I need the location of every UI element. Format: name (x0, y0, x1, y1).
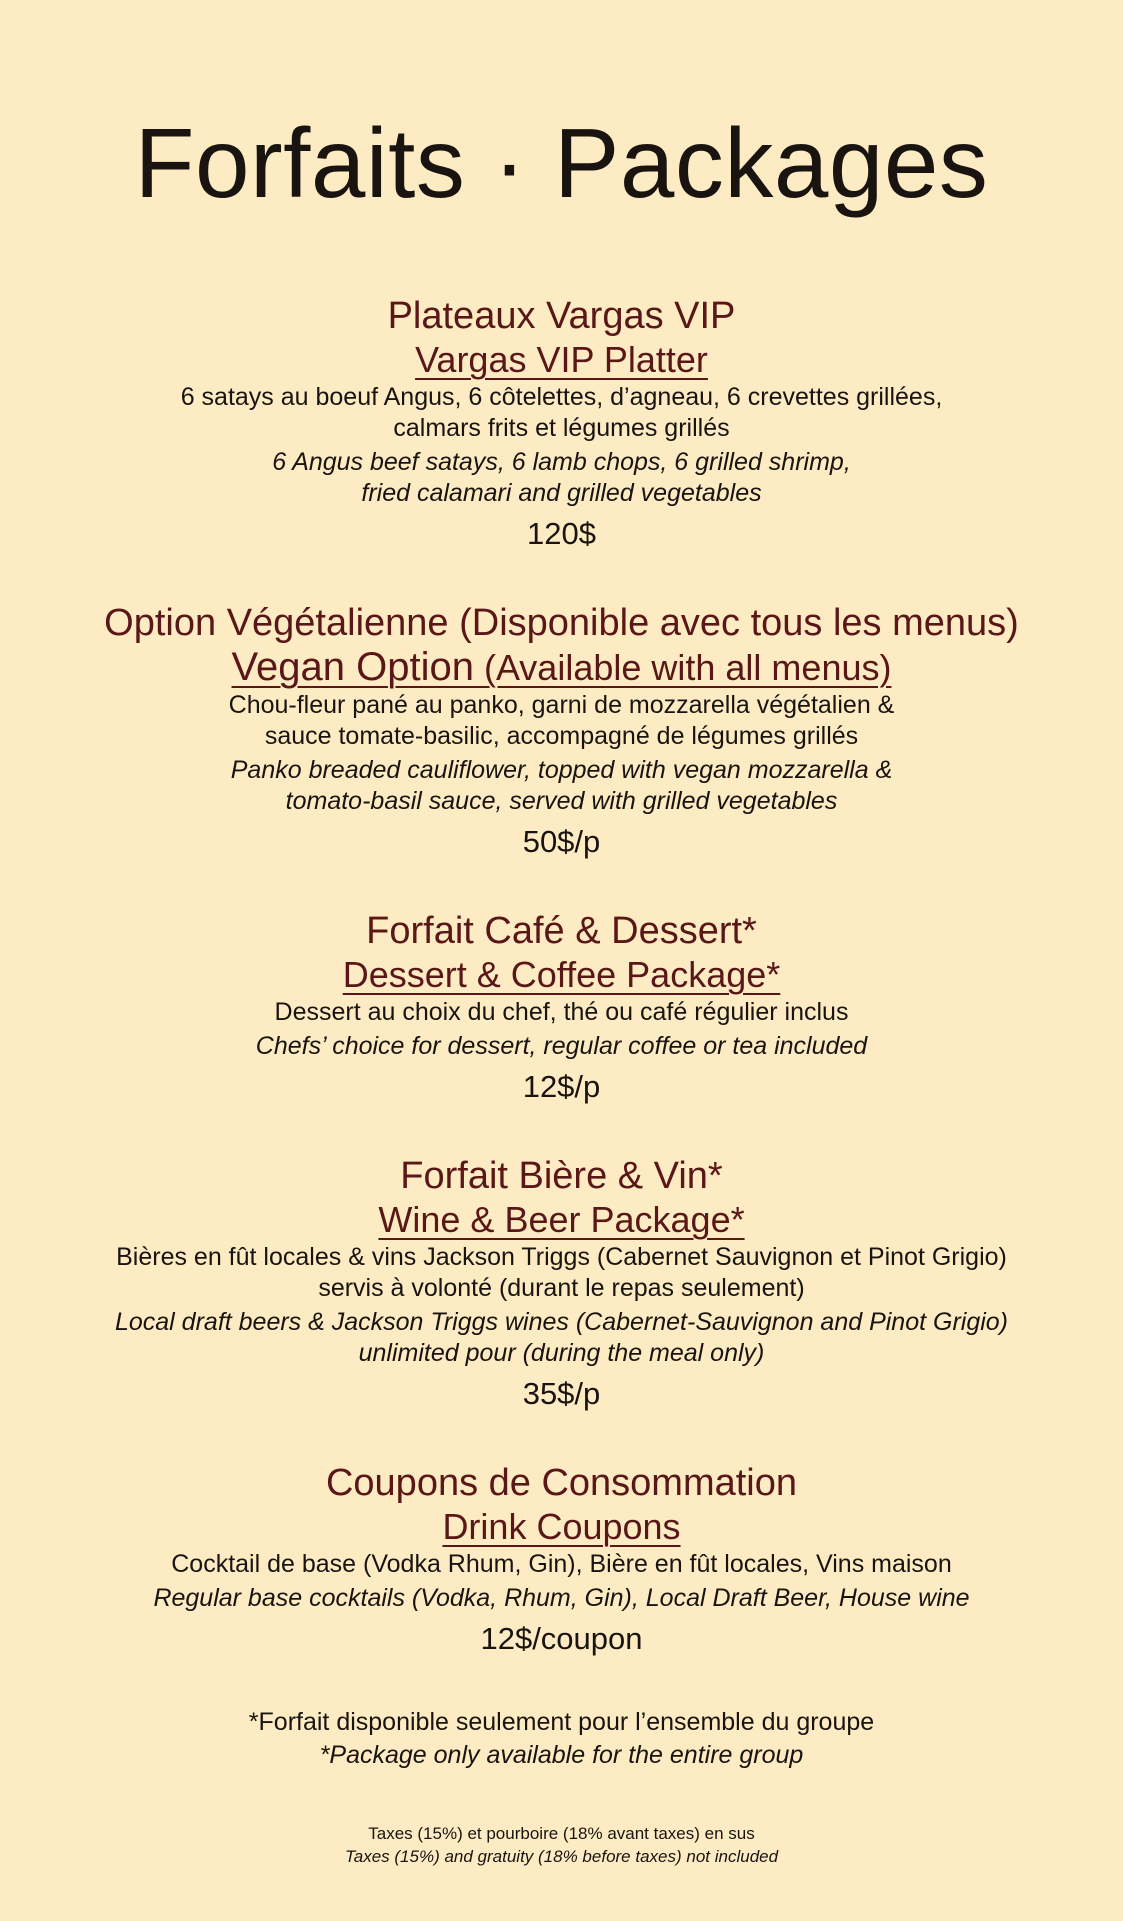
description-line: 6 Angus beef satays, 6 lamb chops, 6 grilled shrimp, (272, 447, 851, 476)
description-line: Dessert au choix du chef, thé ou café régulier inclus (274, 997, 849, 1026)
package-price: 50$/p (522, 823, 601, 859)
package-wine-beer (0, 1154, 1123, 1415)
package-price: 12$/p (522, 1068, 601, 1104)
package-name-fr: Coupons de Consommation (325, 1461, 798, 1504)
package-description-en (0, 1031, 1123, 1062)
group-note-en: *Package only available for the entire group (319, 1740, 804, 1769)
group-note (0, 1706, 1123, 1772)
package-description-fr (0, 997, 1123, 1028)
package-drink-coupons (0, 1461, 1123, 1660)
package-description-en (0, 447, 1123, 509)
package-price: 35$/p (522, 1375, 601, 1411)
description-line: Chefs’ choice for dessert, regular coffee or tea included (255, 1031, 868, 1060)
description-line: Local draft beers & Jackson Triggs wines (Cabernet-Sauvignon and Pinot Grigio) (114, 1307, 1009, 1336)
description-line: Regular base cocktails (Vodka, Rhum, Gin), Local Draft Beer, House wine (153, 1583, 970, 1612)
package-name-en (0, 645, 1123, 690)
package-name-en: Dessert & Coffee Package* (342, 953, 781, 995)
package-name-fr: Forfait Café & Dessert* (366, 909, 757, 952)
package-name-en: Vargas VIP Platter (415, 338, 708, 380)
package-description-en (0, 1583, 1123, 1614)
package-description-en (0, 1307, 1123, 1369)
package-name-fr: Option Végétalienne (Disponible avec tous les menus) (104, 601, 1019, 644)
package-description-fr (0, 1242, 1123, 1304)
description-line: Panko breaded cauliflower, topped with vegan mozzarella & (230, 755, 893, 784)
description-line: Cocktail de base (Vodka Rhum, Gin), Bière en fût locales, Vins maison (171, 1549, 952, 1578)
package-description-fr (0, 690, 1123, 752)
package-description-en (0, 755, 1123, 817)
description-line: Bières en fût locales & vins Jackson Triggs (Cabernet Sauvignon et Pinot Grigio) (116, 1242, 1007, 1271)
package-name-en-main: Vegan Option (231, 644, 474, 689)
package-description-fr (0, 1549, 1123, 1580)
package-name-en: Drink Coupons (442, 1505, 681, 1547)
package-price: 120$ (527, 515, 596, 551)
group-note-fr: *Forfait disponible seulement pour l’ensemble du groupe (248, 1707, 875, 1736)
package-name-fr: Plateaux Vargas VIP (387, 294, 736, 337)
package-name-en: Wine & Beer Package* (378, 1198, 745, 1240)
description-line: unlimited pour (during the meal only) (358, 1338, 765, 1367)
description-line: calmars frits et légumes grillés (393, 413, 730, 442)
package-description-fr (0, 382, 1123, 444)
page-title: Forfaits · Packages (134, 108, 989, 218)
package-vegan-option (0, 601, 1123, 863)
description-line: sauce tomate-basilic, accompagné de légumes grillés (264, 721, 859, 750)
package-vargas-vip-platter (0, 294, 1123, 555)
tax-note-en: Taxes (15%) and gratuity (18% before taxes) not included (344, 1846, 779, 1866)
description-line: Chou-fleur pané au panko, garni de mozzarella végétalien & (228, 690, 895, 719)
description-line: fried calamari and grilled vegetables (361, 478, 762, 507)
package-price: 12$/coupon (480, 1620, 643, 1656)
tax-footer (0, 1822, 1123, 1868)
package-name-en-rest: (Available with all menus) (473, 646, 892, 688)
package-name-fr: Forfait Bière & Vin* (400, 1154, 723, 1197)
description-line: 6 satays au boeuf Angus, 6 côtelettes, d’agneau, 6 crevettes grillées, (180, 382, 943, 411)
description-line: servis à volonté (durant le repas seulement) (318, 1273, 805, 1302)
package-dessert-coffee (0, 909, 1123, 1108)
description-line: tomato-basil sauce, served with grilled vegetables (285, 786, 838, 815)
tax-note-fr: Taxes (15%) et pourboire (18% avant taxes) en sus (368, 1823, 755, 1843)
